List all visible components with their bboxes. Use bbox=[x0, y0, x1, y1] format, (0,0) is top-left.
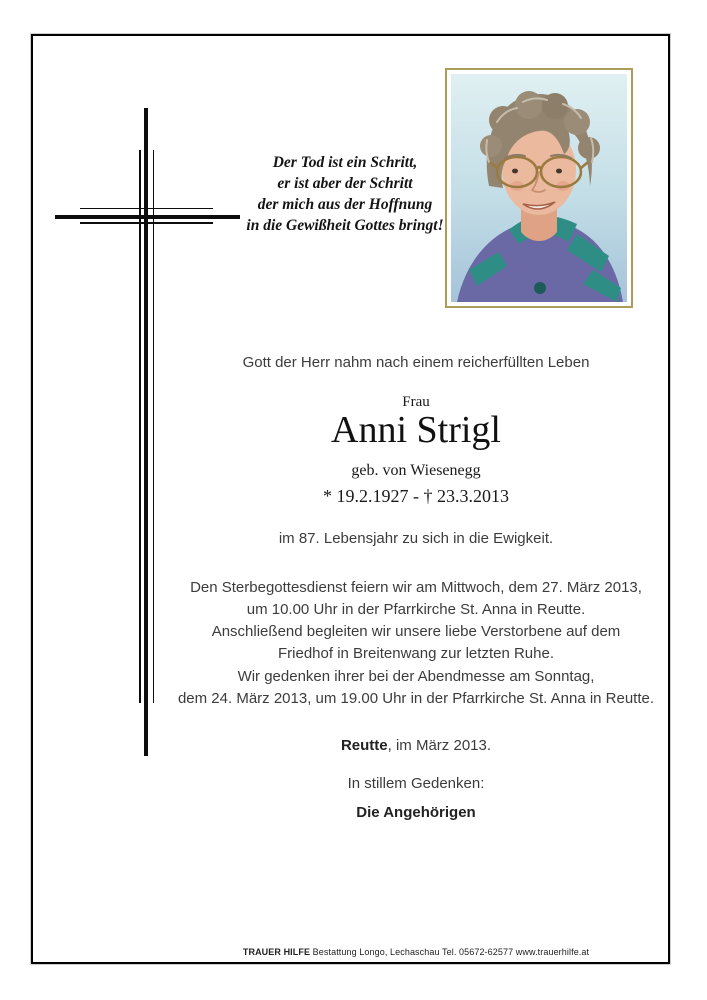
intro-line: Gott der Herr nahm nach einem reicherfüllten Leben bbox=[242, 354, 590, 371]
funeral-home-info: Bestattung Longo, Lechaschau Tel. 05672-62577 www.trauerhilfe.at bbox=[310, 947, 590, 957]
service-line: Friedhof in Breitenwang zur letzten Ruhe. bbox=[278, 645, 554, 662]
poem-line: in die Gewißheit Gottes bringt! bbox=[246, 217, 444, 234]
poem-line: der mich aus der Hoffnung bbox=[257, 196, 433, 213]
funeral-home-footer bbox=[141, 947, 691, 958]
service-line: Anschließend begleiten wir unsere liebe Verstorbene auf dem bbox=[211, 623, 621, 640]
memorial-card bbox=[31, 34, 670, 964]
date-rest: , im März 2013. bbox=[387, 737, 492, 754]
poem-line: er ist aber der Schritt bbox=[277, 175, 413, 192]
salutation: Frau bbox=[402, 394, 430, 410]
life-dates: * 19.2.1927 - † 23.3.2013 bbox=[323, 486, 509, 506]
poem bbox=[165, 152, 525, 236]
poem-line: Der Tod ist ein Schritt, bbox=[272, 154, 418, 171]
service-announcement bbox=[141, 577, 691, 665]
signature: Die Angehörigen bbox=[356, 804, 476, 821]
service-line: um 10.00 Uhr in der Pfarrkirche St. Anna in Reutte. bbox=[246, 601, 586, 618]
deceased-name: Anni Strigl bbox=[331, 409, 501, 451]
age-line: im 87. Lebensjahr zu sich in die Ewigkeit. bbox=[278, 530, 554, 547]
funeral-home-brand: TRAUER HILFE bbox=[242, 947, 311, 957]
place: Reutte bbox=[340, 737, 388, 754]
memorial-line: Wir gedenken ihrer bei der Abendmesse am Sonntag, bbox=[237, 668, 595, 685]
service-line: Den Sterbegottesdienst feiern wir am Mittwoch, dem 27. März 2013, bbox=[190, 579, 642, 596]
memorial-line: dem 24. März 2013, um 19.00 Uhr in der Pfarrkirche St. Anna in Reutte. bbox=[177, 690, 655, 707]
memorial-mass-announcement bbox=[141, 666, 691, 710]
birth-name: geb. von Wiesenegg bbox=[351, 462, 481, 479]
closing-line: In stillem Gedenken: bbox=[347, 775, 485, 792]
place-and-date bbox=[141, 735, 691, 757]
